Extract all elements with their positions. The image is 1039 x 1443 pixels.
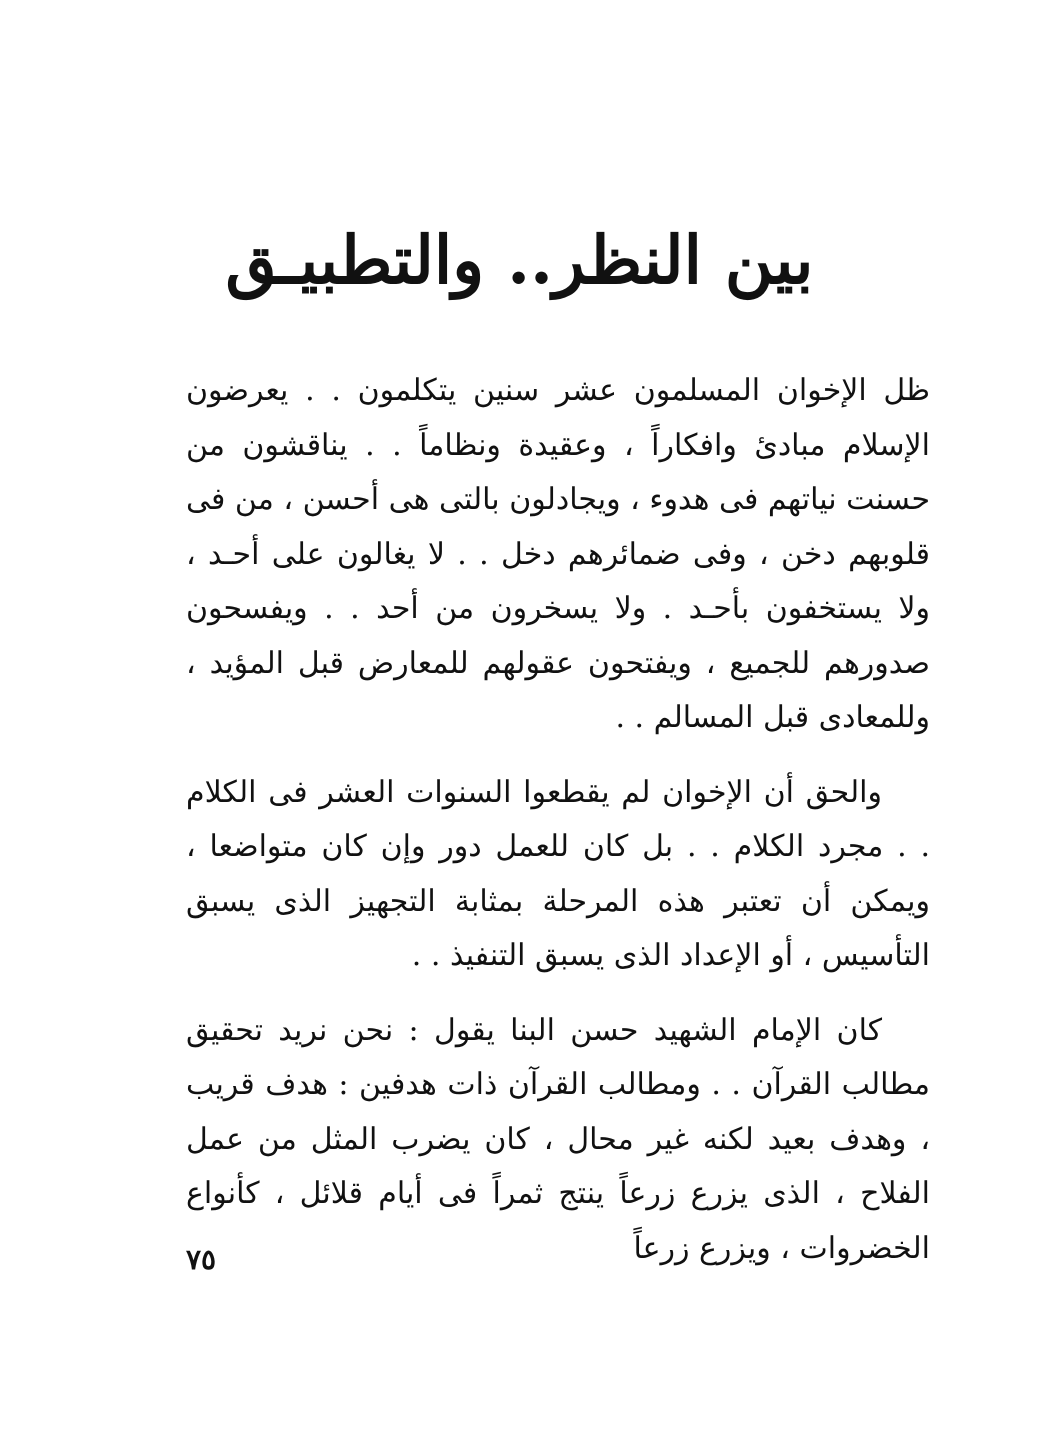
paragraph-1: ظل الإخوان المسلمون عشر سنين يتكلمون . . يعرضون الإسلام مبادئ وافكاراً ، وعقيدة ونظاماً . . يناقشون من حسنت نياتهم فى هدوء ، ويجادلون بالتى هى أحسن ، من فى قلوبهم دخن ، وفى ضمائرهم دخل . . لا يغالون على أحـد ، ولا يستخفون بأحـد . ولا يسخرون من أحد . . ويفسحون صدورهم للجميع ، ويفتحون عقولهم للمعارض قبل المؤيد ، وللمعادى قبل المسالم . .	[186, 373, 930, 735]
paragraph-2: والحق أن الإخوان لم يقطعوا السنوات العشر فى الكلام . . مجرد الكلام . . بل كان للعمل دور وإن كان متواضعا ، ويمكن أن تعتبر هذه المرحلة بمثابة التجهيز الذى يسبق التأسيس ، أو الإعداد الذى يسبق التنفيذ . .	[186, 774, 930, 973]
page-number: ٧٥	[186, 1243, 217, 1276]
chapter-title: بين النظر.. والتطبيـق	[225, 221, 814, 299]
body-text	[186, 364, 930, 1276]
paragraph-3: كان الإمام الشهيد حسن البنا يقول : نحن نريد تحقيق مطالب القرآن . . ومطالب القرآن ذات هدفين : هدف قريب ، وهدف بعيد لكنه غير محال ، كان يضرب المثل من عمل الفلاح ، الذى يزرع زرعاً ينتج ثمراً فى أيام قلائل ، كأنواع الخضروات ، ويزرع زرعاً	[186, 1012, 930, 1266]
